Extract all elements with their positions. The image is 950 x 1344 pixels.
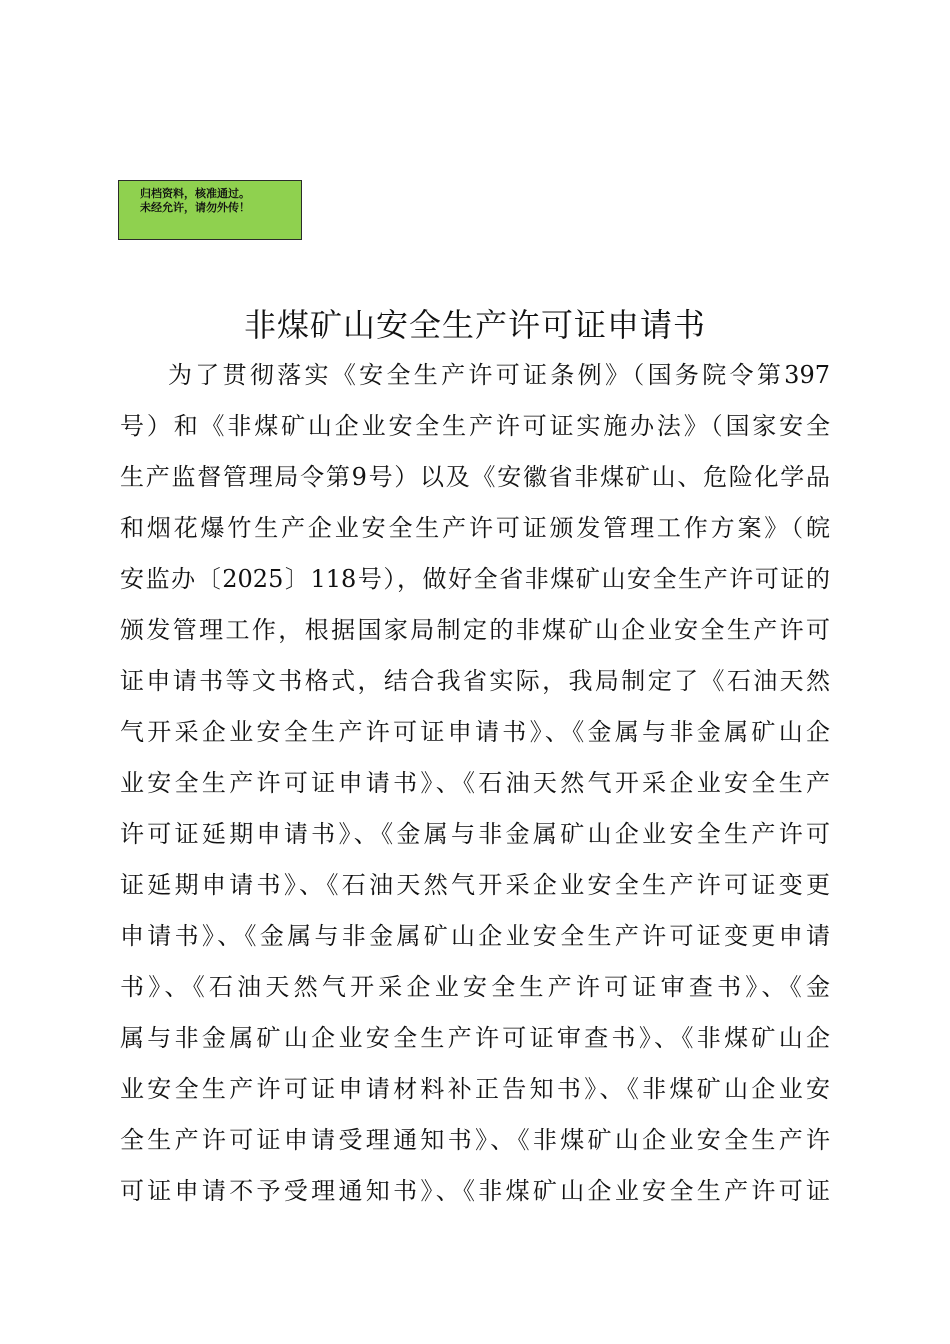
body-line: 证延期申请书》、《石油天然气开采企业安全生产许可证变更 [120, 871, 830, 899]
body-line: 号）和《非煤矿山企业安全生产许可证实施办法》（国家安全 [120, 412, 830, 440]
document-body [120, 350, 840, 1217]
archive-notice-box [118, 180, 302, 240]
body-line: 和烟花爆竹生产企业安全生产许可证颁发管理工作方案》（皖 [120, 514, 830, 542]
body-line: 申请书》、《金属与非金属矿山企业安全生产许可证变更申请 [120, 922, 830, 950]
body-line: 书》、《石油天然气开采企业安全生产许可证审查书》、《金 [120, 973, 830, 1001]
body-line: 可证申请不予受理通知书》、《非煤矿山企业安全生产许可证 [120, 1177, 830, 1205]
body-line: 业安全生产许可证申请材料补正告知书》、《非煤矿山企业安 [120, 1075, 830, 1103]
body-line: 属与非金属矿山企业安全生产许可证审查书》、《非煤矿山企 [120, 1024, 830, 1052]
body-line: 安监办〔2025〕118号），做好全省非煤矿山安全生产许可证的 [120, 565, 830, 593]
body-line: 为了贯彻落实《安全生产许可证条例》（国务院令第397 [168, 361, 830, 389]
body-line: 生产监督管理局令第9号）以及《安徽省非煤矿山、危险化学品 [120, 463, 830, 491]
archive-notice-line-1: 归档资料，核准通过。 [140, 187, 250, 200]
document-title: 非煤矿山安全生产许可证申请书 [243, 306, 706, 344]
body-line: 气开采企业安全生产许可证申请书》、《金属与非金属矿山企 [120, 718, 830, 746]
body-line: 许可证延期申请书》、《金属与非金属矿山企业安全生产许可 [120, 820, 830, 848]
archive-notice-line-2: 未经允许，请勿外传！ [140, 201, 250, 214]
body-line: 颁发管理工作，根据国家局制定的非煤矿山企业安全生产许可 [120, 616, 830, 644]
body-line: 证申请书等文书格式，结合我省实际，我局制定了《石油天然 [120, 667, 830, 695]
body-line: 全生产许可证申请受理通知书》、《非煤矿山企业安全生产许 [120, 1126, 830, 1154]
body-line: 业安全生产许可证申请书》、《石油天然气开采企业安全生产 [120, 769, 830, 797]
